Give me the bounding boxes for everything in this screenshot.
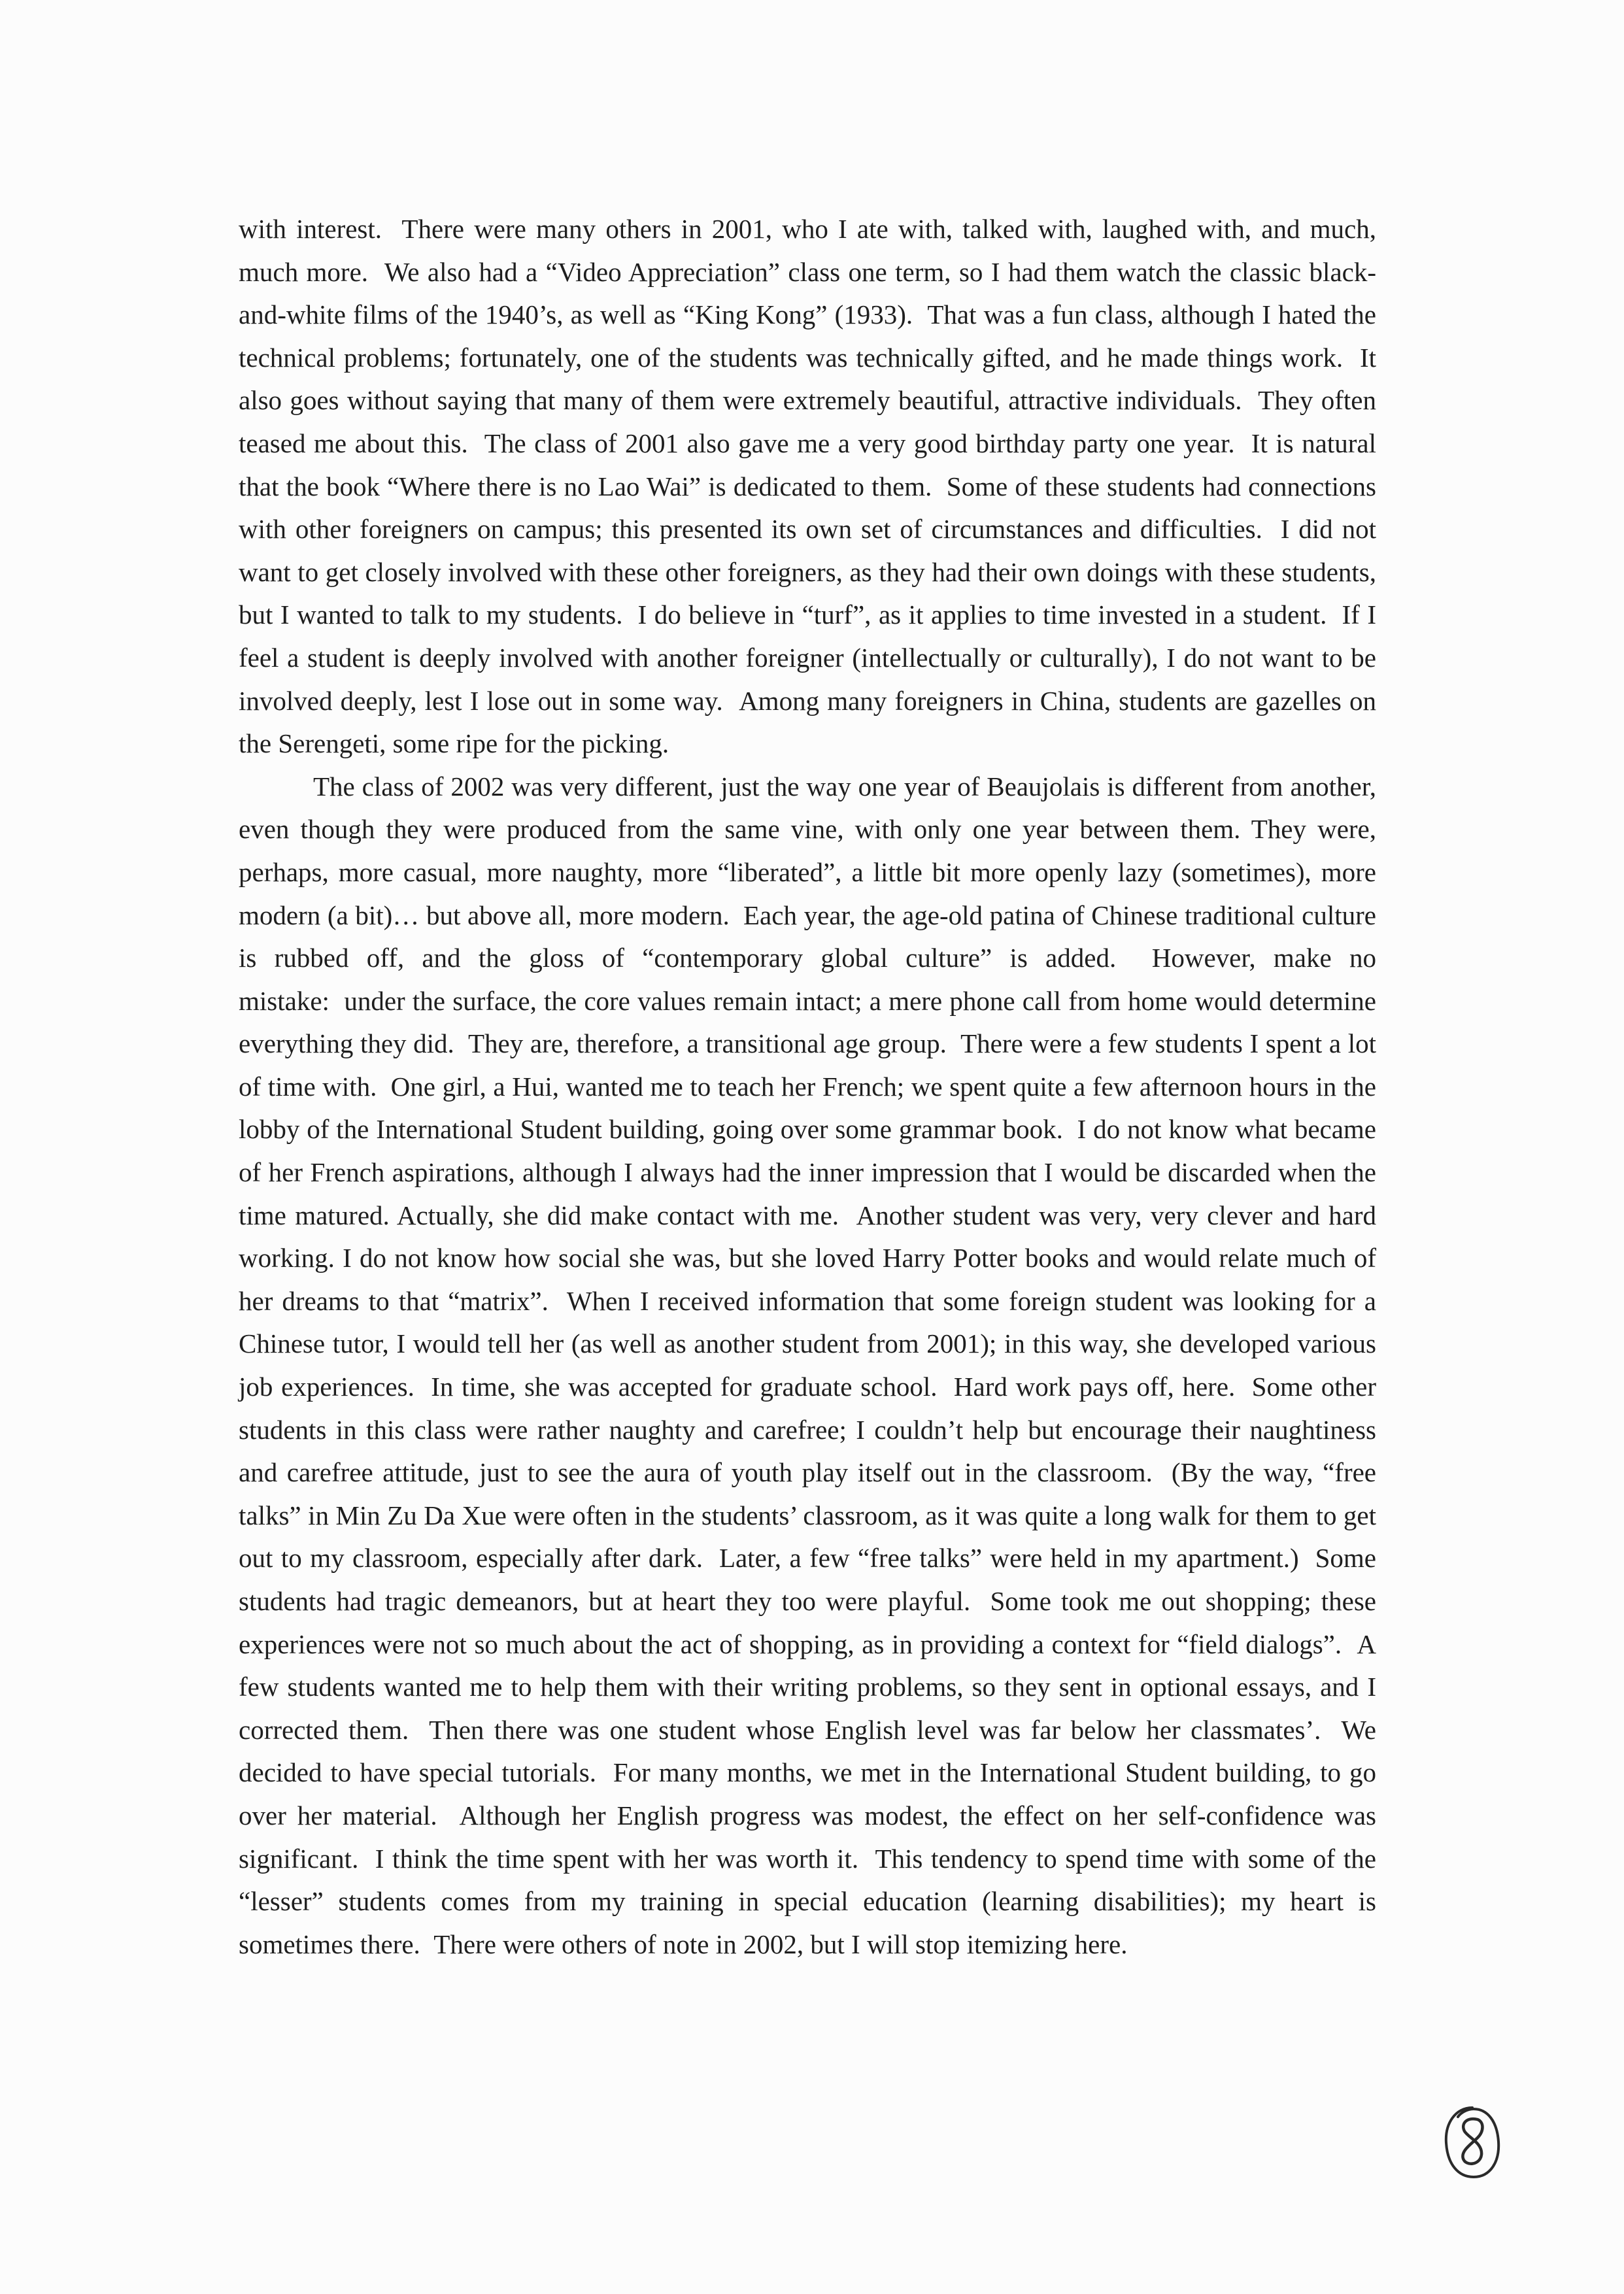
- paragraph-class-of-2002: The class of 2002 was very different, just the way one year of Beaujolais is different from another, even though they were produced from the same vine, with only one year between them. They were, perhaps, more casual, more naughty, more “liberated”, a little bit more openly lazy (sometimes), more modern (a bit)… but above all, more modern. Each year, the age-old patina of Chinese traditional culture is rubbed off, and the gloss of “contemporary global culture” is added. However, make no mistake: under the surface, the core values remain intact; a mere phone call from home would determine everything they did. They are, therefore, a transitional age group. There were a few students I spent a lot of time with. One girl, a Hui, wanted me to teach her French; we spent quite a few afternoon hours in the lobby of the International Student building, going over some grammar book. I do not know what became of her French aspirations, although I always had the inner impression that I would be discarded when the time matured. Actually, she did make contact with me. Another student was very, very clever and hard working. I do not know how social she was, but she loved Harry Potter books and would relate much of her dreams to that “matrix”. When I received information that some foreign student was looking for a Chinese tutor, I would tell her (as well as another student from 2001); in this way, she developed various job experiences. In time, she was accepted for graduate school. Hard work pays off, here. Some other students in this class were rather naughty and carefree; I couldn’t help but encourage their naughtiness and carefree attitude, just to see the aura of youth play itself out in the classroom. (By the way, “free talks” in Min Zu Da Xue were often in the students’ classroom, as it was quite a long walk for them to get out to my classroom, especially after dark. Later, a few “free talks” were held in my apartment.) Some students had tragic demeanors, but at heart they too were playful. Some took me out shopping; these experiences were not so much about the act of shopping, as in providing a context for “field dialogs”. A few students wanted me to help them with their writing problems, so they sent in optional essays, and I corrected them. Then there was one student whose English level was far below her classmates’. We decided to have special tutorials. For many months, we met in the International Student building, to go over her material. Although her English progress was modest, the effect on her self-confidence was significant. I think the time spent with her was worth it. This tendency to spend time with some of the “lesser” students comes from my training in special education (learning disabilities); my heart is sometimes there. There were others of note in 2002, but I will stop itemizing here.: [239, 771, 1376, 1959]
- body-text: [239, 208, 1376, 1966]
- circled-page-number-icon: [1441, 2104, 1504, 2181]
- paragraph-continuation: with interest. There were many others in 2001, who I ate with, talked with, laughed with, and much, much more. We also had a “Video Appreciation” class one term, so I had them watch the classic black-and-white films of the 1940’s, as well as “King Kong” (1933). That was a fun class, although I hated the technical problems; fortunately, one of the students was technically gifted, and he made things work. It also goes without saying that many of them were extremely beautiful, attractive individuals. They often teased me about this. The class of 2001 also gave me a very good birthday party one year. It is natural that the book “Where there is no Lao Wai” is dedicated to them. Some of these students had connections with other foreigners on campus; this presented its own set of circumstances and difficulties. I did not want to get closely involved with these other foreigners, as they had their own doings with these students, but I wanted to talk to my students. I do believe in “turf”, as it applies to time invested in a student. If I feel a student is deeply involved with another foreigner (intellectually or culturally), I do not want to be involved deeply, lest I lose out in some way. Among many foreigners in China, students are gazelles on the Serengeti, some ripe for the picking.: [239, 214, 1376, 759]
- handwritten-page-number: [1441, 2104, 1504, 2181]
